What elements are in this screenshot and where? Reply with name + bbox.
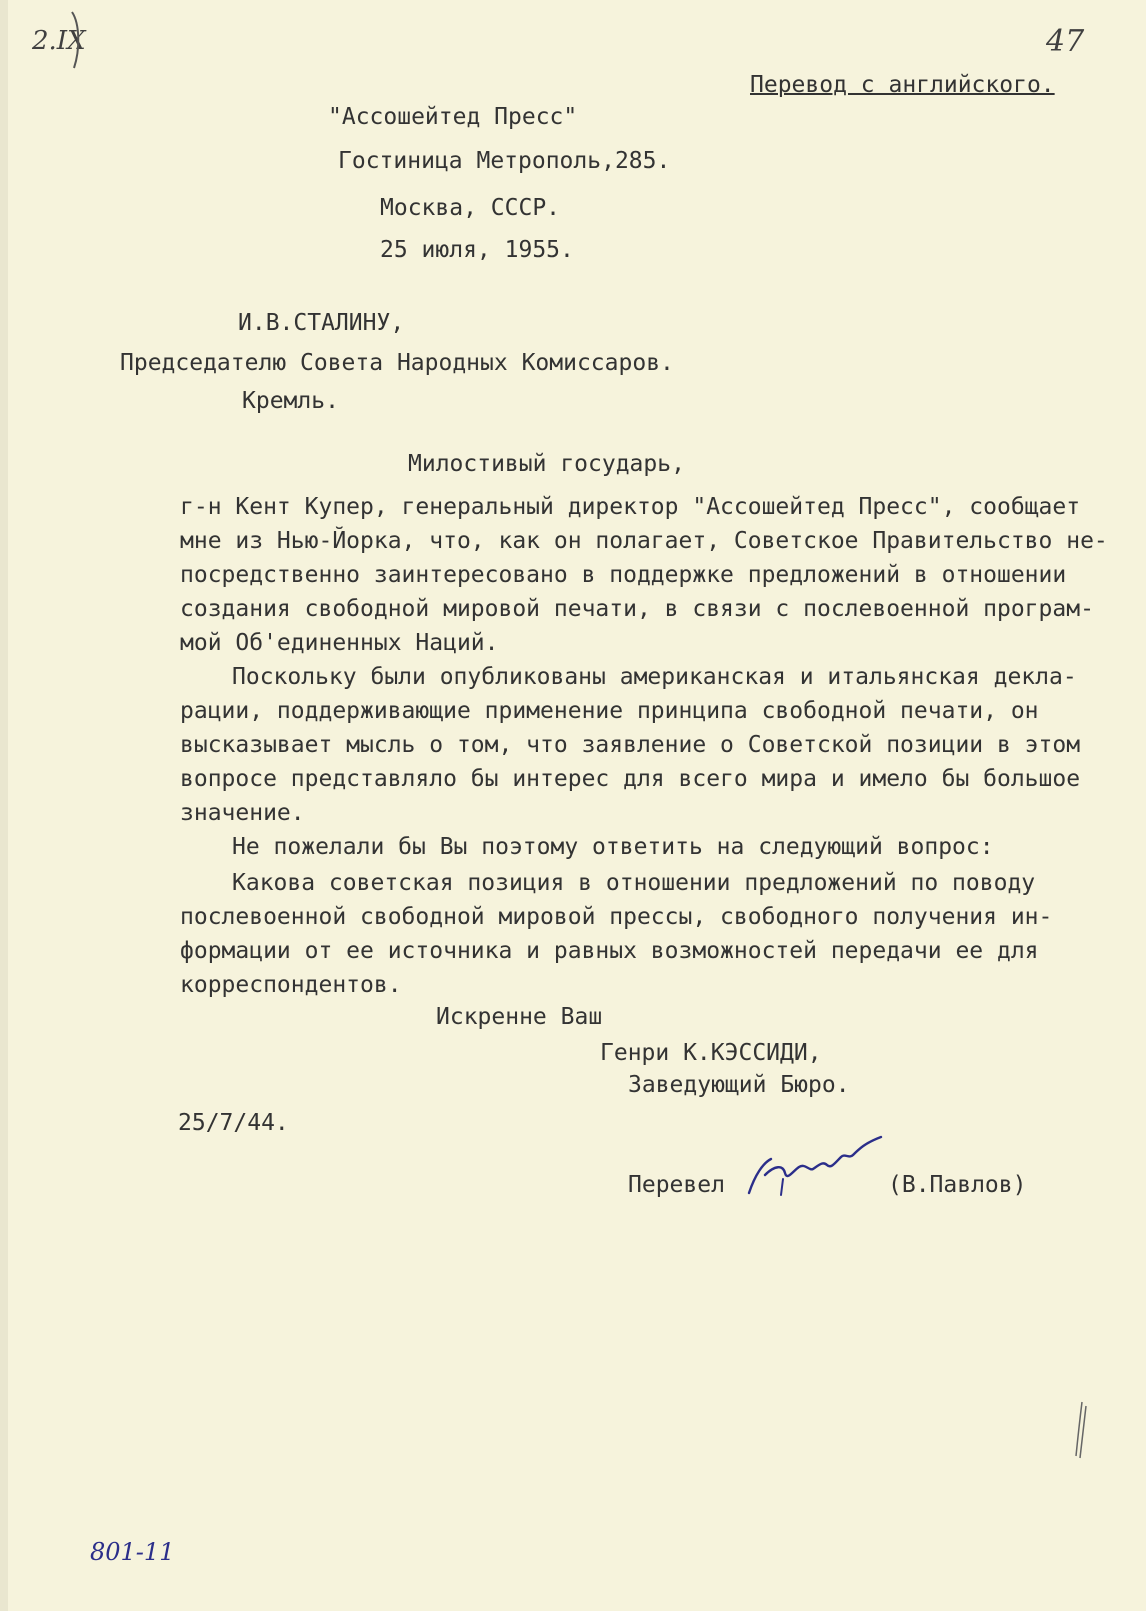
body-paragraph-3: [180, 830, 1100, 864]
body-line: корреспондентов.: [180, 972, 402, 998]
signer-name: Генри К.КЭССИДИ,: [600, 1040, 822, 1066]
sender-address: Гостиница Метрополь,285.: [338, 148, 671, 174]
body-line: Поскольку были опубликованы американская и итальянская декла-: [232, 664, 1077, 690]
sender-date: 25 июля, 1955.: [380, 237, 574, 263]
recipient-title: Председателю Совета Народных Комиссаров.: [120, 350, 674, 376]
body-line: посредственно заинтересовано в поддержке предложений в отношении: [180, 562, 1067, 588]
page-number-mark: 47: [1046, 24, 1085, 59]
archive-mark-bottom-left: 801-11: [90, 1538, 175, 1566]
translation-note: Перевод с английского.: [750, 72, 1055, 98]
archive-mark-top-left-bracket: [68, 10, 88, 70]
body-paragraph-2: [180, 660, 1100, 830]
body-paragraph-4: [180, 866, 1100, 1002]
recipient-name: И.В.СТАЛИНУ,: [238, 310, 405, 336]
body-line: мой Об'единенных Наций.: [180, 630, 499, 656]
archive-mark-top-left: 2.IX: [32, 26, 86, 56]
body-line: значение.: [180, 800, 305, 826]
body-line: создания свободной мировой печати, в связи с послевоенной програм-: [180, 596, 1094, 622]
salutation: Милостивый государь,: [408, 451, 685, 477]
closing-sincerely: Искренне Ваш: [436, 1004, 603, 1030]
body-line: послевоенной свободной мировой прессы, свободного получения ин-: [180, 904, 1053, 930]
sender-city: Москва, СССР.: [380, 195, 561, 221]
sender-organization: "Ассошейтед Пресс": [328, 104, 578, 130]
translator-signature: [745, 1135, 885, 1205]
body-line: Какова советская позиция в отношении предложений по поводу: [232, 870, 1036, 896]
translator-name: (В.Павлов): [888, 1172, 1027, 1198]
signer-title: Заведующий Бюро.: [628, 1072, 850, 1098]
translator-label: Перевел: [628, 1172, 725, 1198]
margin-pencil-mark: [1068, 1400, 1092, 1460]
document-date: 25/7/44.: [178, 1110, 289, 1136]
body-line: г-н Кент Купер, генеральный директор "Ассошейтед Пресс", сообщает: [180, 494, 1081, 520]
body-line: вопросе представляло бы интерес для всего мира и имело бы большое: [180, 766, 1081, 792]
page-edge: [0, 0, 8, 1611]
body-line: рации, поддерживающие применение принципа свободной печати, он: [180, 698, 1039, 724]
body-paragraph-1: [180, 490, 1108, 660]
body-line: мне из Нью-Йорка, что, как он полагает, Советское Правительство не-: [180, 528, 1108, 554]
body-line: формации от ее источника и равных возможностей передачи ее для: [180, 938, 1039, 964]
body-line: Не пожелали бы Вы поэтому ответить на следующий вопрос:: [232, 834, 994, 860]
body-line: высказывает мысль о том, что заявление о Советской позиции в этом: [180, 732, 1081, 758]
recipient-place: Кремль.: [242, 388, 339, 414]
